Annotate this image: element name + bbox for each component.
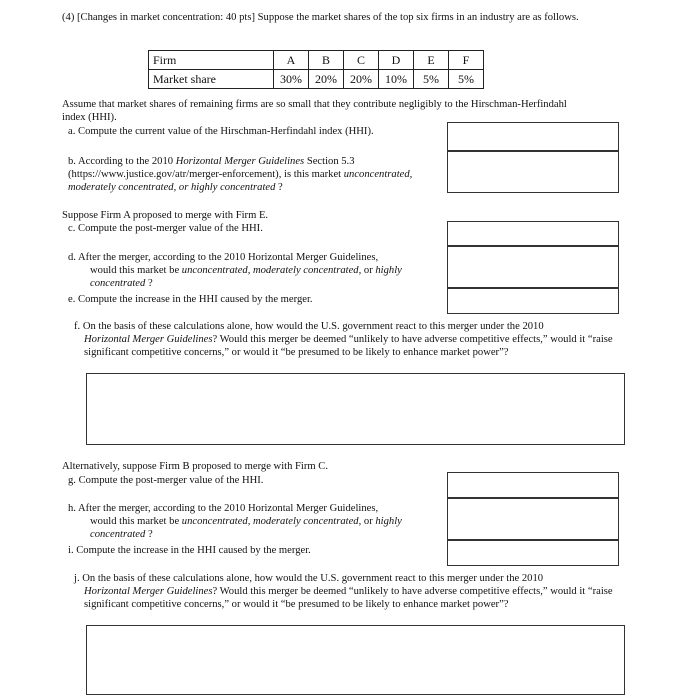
answer-box-b[interactable] <box>447 151 619 193</box>
answer-box-e[interactable] <box>447 288 619 314</box>
scenario-1: Suppose Firm A proposed to merge with Firm E. <box>62 210 269 221</box>
row-label-firm: Firm <box>149 51 274 70</box>
question-g: g. Compute the post-merger value of the HHI. <box>68 475 264 486</box>
table-row-firm <box>149 51 484 70</box>
answer-box-f[interactable] <box>86 373 625 445</box>
answer-box-h[interactable] <box>447 498 619 540</box>
assumption-text: Assume that market shares of remaining firms are so small that they contribute negligibly to the Hirschman-Herfindahl index (HHI). <box>62 99 567 124</box>
answer-box-d[interactable] <box>447 246 619 288</box>
question-d: d. After the merger, according to the 2010 Horizontal Merger Guidelines, would this market be unconcentrated, moderately concentrated, or highly concentrated ? <box>68 252 402 290</box>
question-text: Suppose the market shares of the top six firms in an industry are as follows. <box>255 12 579 23</box>
share-e: 5% <box>414 70 449 89</box>
share-a: 30% <box>274 70 309 89</box>
question-e: e. Compute the increase in the HHI caused by the merger. <box>68 294 313 305</box>
answer-box-a[interactable] <box>447 122 619 151</box>
share-b: 20% <box>309 70 344 89</box>
question-b: b. According to the 2010 Horizontal Merger Guidelines Section 5.3 (https://www.justice.gov/atr/merger-enforcement), is this market unconcentrated, moderately concentrated, or highly concentrated ? <box>68 156 413 194</box>
question-a: a. Compute the current value of the Hirschman-Herfindahl index (HHI). <box>68 126 374 137</box>
question-f: f. On the basis of these calculations alone, how would the U.S. government react to this merger under the 2010 Horizontal Merger Guidelines? Would this merger be deemed “unlikely to have adverse competitive effects,” would it “raise significant competitive concerns,” or would it “be presumed to be likely to enhance market power”? <box>74 321 613 359</box>
question-j: j. On the basis of these calculations alone, how would the U.S. government react to this merger under the 2010 Horizontal Merger Guidelines? Would this merger be deemed “unlikely to have adverse competitive effects,” would it “raise significant competitive concerns,” or would it “be presumed to be likely to enhance market power”? <box>74 573 613 611</box>
question-header: [Changes in market concentration: 40 pts] <box>77 12 255 23</box>
share-c: 20% <box>344 70 379 89</box>
row-label-share: Market share <box>149 70 274 89</box>
share-d: 10% <box>379 70 414 89</box>
question-i: i. Compute the increase in the HHI caused by the merger. <box>68 545 311 556</box>
firm-a: A <box>274 51 309 70</box>
question-h: h. After the merger, according to the 2010 Horizontal Merger Guidelines, would this market be unconcentrated, moderately concentrated, or highly concentrated ? <box>68 503 402 541</box>
guidelines-title: Horizontal Merger Guidelines <box>84 334 213 346</box>
answer-box-g[interactable] <box>447 472 619 498</box>
question-number: (4) <box>62 12 75 23</box>
firm-e: E <box>414 51 449 70</box>
share-f: 5% <box>449 70 484 89</box>
answer-box-i[interactable] <box>447 540 619 566</box>
question-intro <box>62 11 622 24</box>
guidelines-title: Horizontal Merger Guidelines <box>175 156 305 167</box>
firm-c: C <box>344 51 379 70</box>
answer-box-c[interactable] <box>447 221 619 246</box>
firm-d: D <box>379 51 414 70</box>
firm-b: B <box>309 51 344 70</box>
concentration-options: unconcentrated, moderately concentrated, or highly concentrated <box>68 169 413 194</box>
question-c: c. Compute the post-merger value of the HHI. <box>68 223 263 234</box>
market-share-table <box>148 50 484 89</box>
guidelines-title: Horizontal Merger Guidelines <box>84 586 213 598</box>
table-row-share <box>149 70 484 89</box>
scenario-2: Alternatively, suppose Firm B proposed to merge with Firm C. <box>62 461 328 472</box>
firm-f: F <box>449 51 484 70</box>
answer-box-j[interactable] <box>86 625 625 695</box>
